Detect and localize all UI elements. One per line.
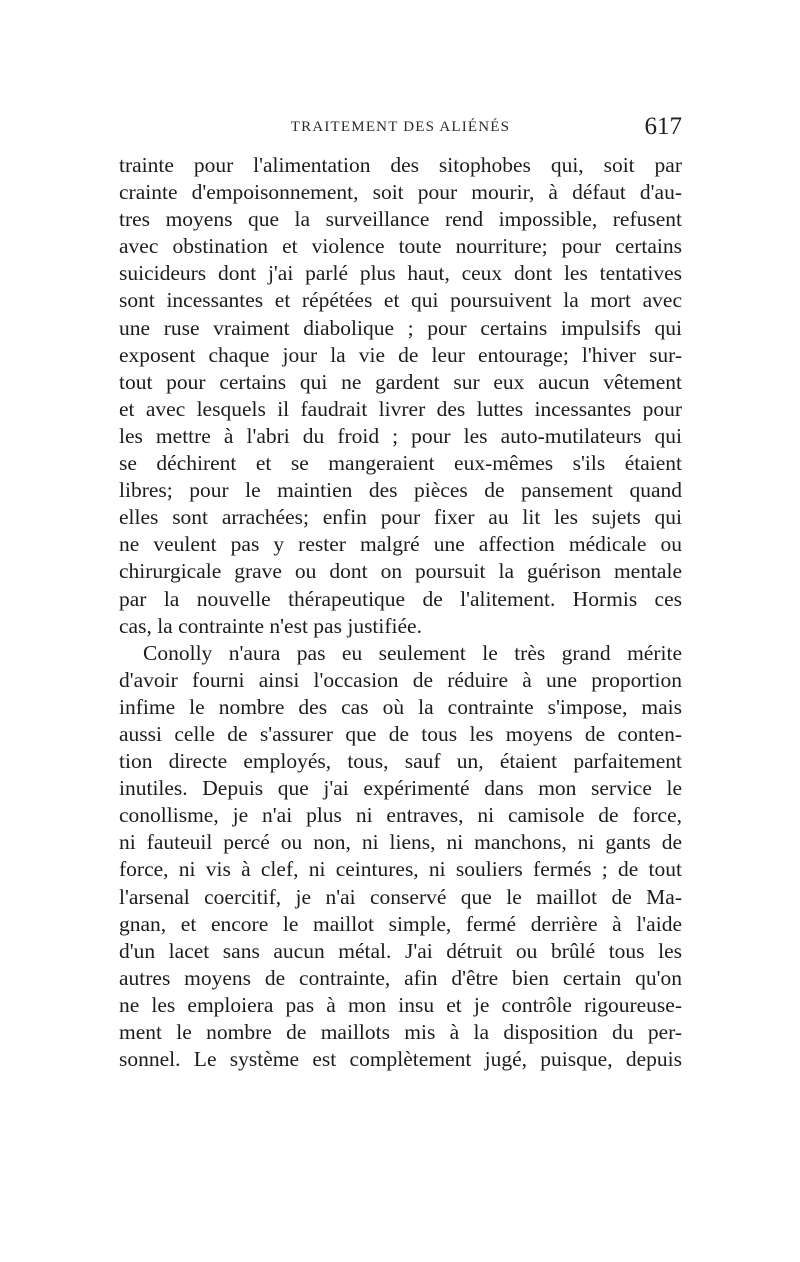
running-title: TRAITEMENT DES ALIÉNÉS <box>290 119 511 135</box>
text-line: cas, la contrainte n'est pas justifiée. <box>119 613 422 638</box>
text-line: d'un lacet sans aucun métal. J'ai détruit ou brûlé tous les <box>119 938 682 963</box>
running-head <box>119 113 682 143</box>
text-line: Conolly n'aura pas eu seulement le très grand mérite <box>143 640 682 665</box>
text-line: ni fauteuil percé ou non, ni liens, ni manchons, ni gants de <box>119 830 682 855</box>
text-line: force, ni vis à clef, ni ceintures, ni souliers fermés ; de tout <box>119 857 682 882</box>
text-line: ne les emploiera pas à mon insu et je contrôle rigoureuse- <box>119 992 682 1017</box>
text-line: suicideurs dont j'ai parlé plus haut, ceux dont les tentatives <box>119 261 682 286</box>
text-line: les mettre à l'abri du froid ; pour les auto-mutilateurs qui <box>119 423 682 448</box>
text-line: d'avoir fourni ainsi l'occasion de réduire à une proportion <box>119 667 682 692</box>
text-line: sont incessantes et répétées et qui poursuivent la mort avec <box>119 288 682 313</box>
text-line: chirurgicale grave ou dont on poursuit la guérison mentale <box>119 559 682 584</box>
text-line: elles sont arrachées; enfin pour fixer au lit les sujets qui <box>119 505 682 530</box>
text-line: une ruse vraiment diabolique ; pour certains impulsifs qui <box>119 315 682 340</box>
text-line: trainte pour l'alimentation des sitophobes qui, soit par <box>119 153 682 177</box>
paragraph-2 <box>119 640 682 1074</box>
text-line: l'arsenal coercitif, je n'ai conservé que le maillot de Ma- <box>119 884 682 909</box>
page-number: 617 <box>644 113 682 140</box>
text-line: sonnel. Le système est complètement jugé, puisque, depuis <box>119 1047 682 1072</box>
body-text <box>119 152 682 1073</box>
text-line: infime le nombre des cas où la contrainte s'impose, mais <box>119 694 682 719</box>
text-line: tres moyens que la surveillance rend impossible, refusent <box>119 207 682 232</box>
text-line: tout pour certains qui ne gardent sur eux aucun vêtement <box>119 369 682 394</box>
text-line: ment le nombre de maillots mis à la disposition du per- <box>119 1020 682 1044</box>
text-line: conollisme, je n'ai plus ni entraves, ni camisole de force, <box>119 803 682 828</box>
text-line: avec obstination et violence toute nourriture; pour certains <box>119 234 682 259</box>
text-line: et avec lesquels il faudrait livrer des luttes incessantes pour <box>119 396 682 421</box>
text-line: libres; pour le maintien des pièces de pansement quand <box>119 478 682 503</box>
text-line: tion directe employés, tous, sauf un, étaient parfaitement <box>119 749 682 774</box>
text-line: ne veulent pas y rester malgré une affection médicale ou <box>119 532 682 557</box>
text-line: exposent chaque jour la vie de leur entourage; l'hiver sur- <box>119 342 682 367</box>
text-line: aussi celle de s'assurer que de tous les moyens de conten- <box>119 721 682 746</box>
text-line: par la nouvelle thérapeutique de l'alitement. Hormis ces <box>119 586 682 611</box>
text-line: autres moyens de contrainte, afin d'être bien certain qu'on <box>119 965 682 990</box>
text-line: se déchirent et se mangeraient eux-mêmes s'ils étaient <box>119 451 682 476</box>
text-line: crainte d'empoisonnement, soit pour mourir, à défaut d'au- <box>119 180 682 205</box>
paragraph-1 <box>119 152 682 640</box>
text-line: inutiles. Depuis que j'ai expérimenté dans mon service le <box>119 776 682 801</box>
text-line: gnan, et encore le maillot simple, fermé derrière à l'aide <box>119 911 682 936</box>
